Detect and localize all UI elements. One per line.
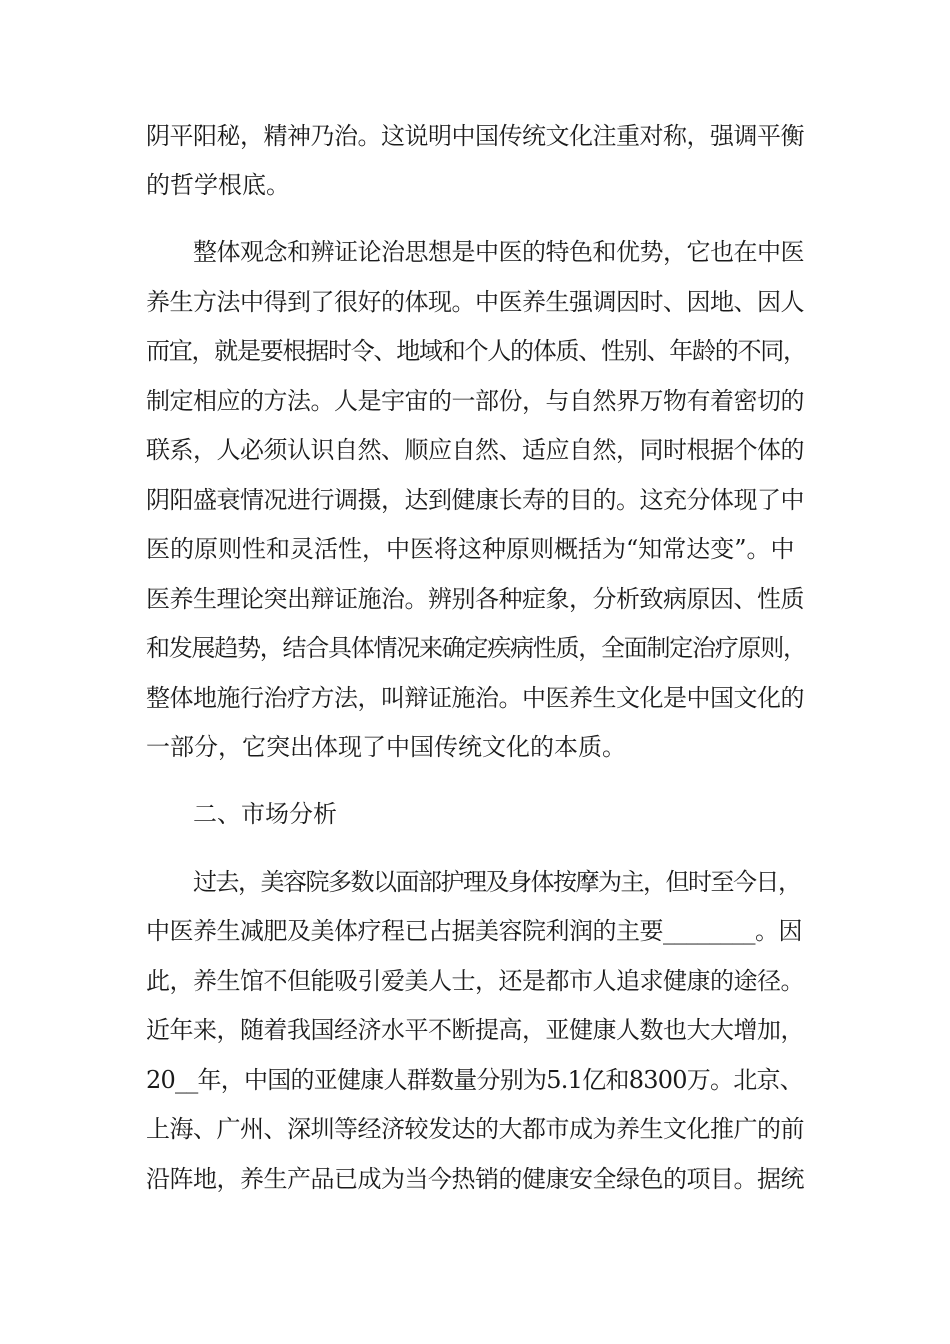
text-line: 阴平阳秘，精神乃治。这说明中国传统文化注重对称，强调平衡 (146, 122, 804, 150)
text-line: 制定相应的方法。人是宇宙的一部份，与自然界万物有着密切的 (146, 387, 804, 415)
text-line: 联系，人必须认识自然、顺应自然、适应自然，同时根据个体的 (146, 436, 804, 464)
text-line: 医的原则性和灵活性，中医将这种原则概括为“知常达变”。中 (146, 535, 795, 563)
text-line: 近年来，随着我国经济水平不断提高，亚健康人数也大大增加， (146, 1016, 804, 1044)
text-line: 整体地施行治疗方法，叫辩证施治。中医养生文化是中国文化的 (146, 684, 804, 712)
text-line: 一部分，它突出体现了中国传统文化的本质。 (146, 733, 626, 761)
text-line: 而宜，就是要根据时令、地域和个人的体质、性别、年龄的不同， (146, 337, 806, 365)
text-line: 20__年，中国的亚健康人群数量分别为5.1亿和8300万。北京、 (146, 1066, 804, 1094)
text-line: 过去，美容院多数以面部护理及身体按摩为主，但时至今日， (193, 868, 801, 896)
text-line: 医养生理论突出辩证施治。辨别各种症象，分析致病原因、性质 (146, 585, 804, 613)
text-line: 和发展趋势，结合具体情况来确定疾病性质，全面制定治疗原则， (146, 634, 806, 662)
text-line: 的哲学根底。 (146, 171, 290, 199)
text-line: 阴阳盛衰情况进行调摄，达到健康长寿的目的。这充分体现了中 (146, 486, 804, 514)
section-heading: 二、市场分析 (193, 800, 337, 828)
text-line: 上海、广州、深圳等经济较发达的大都市成为养生文化推广的前 (146, 1115, 804, 1143)
text-line: 养生方法中得到了很好的体现。中医养生强调因时、因地、因人 (146, 288, 804, 316)
text-line: 中医养生减肥及美体疗程已占据美容院利润的主要________。因 (146, 917, 802, 945)
text-line: 整体观念和辨证论治思想是中医的特色和优势，它也在中医 (193, 238, 804, 266)
text-line: 沿阵地，养生产品已成为当今热销的健康安全绿色的项目。据统 (146, 1165, 804, 1193)
text-line: 此，养生馆不但能吸引爱美人士，还是都市人追求健康的途径。 (146, 967, 804, 995)
